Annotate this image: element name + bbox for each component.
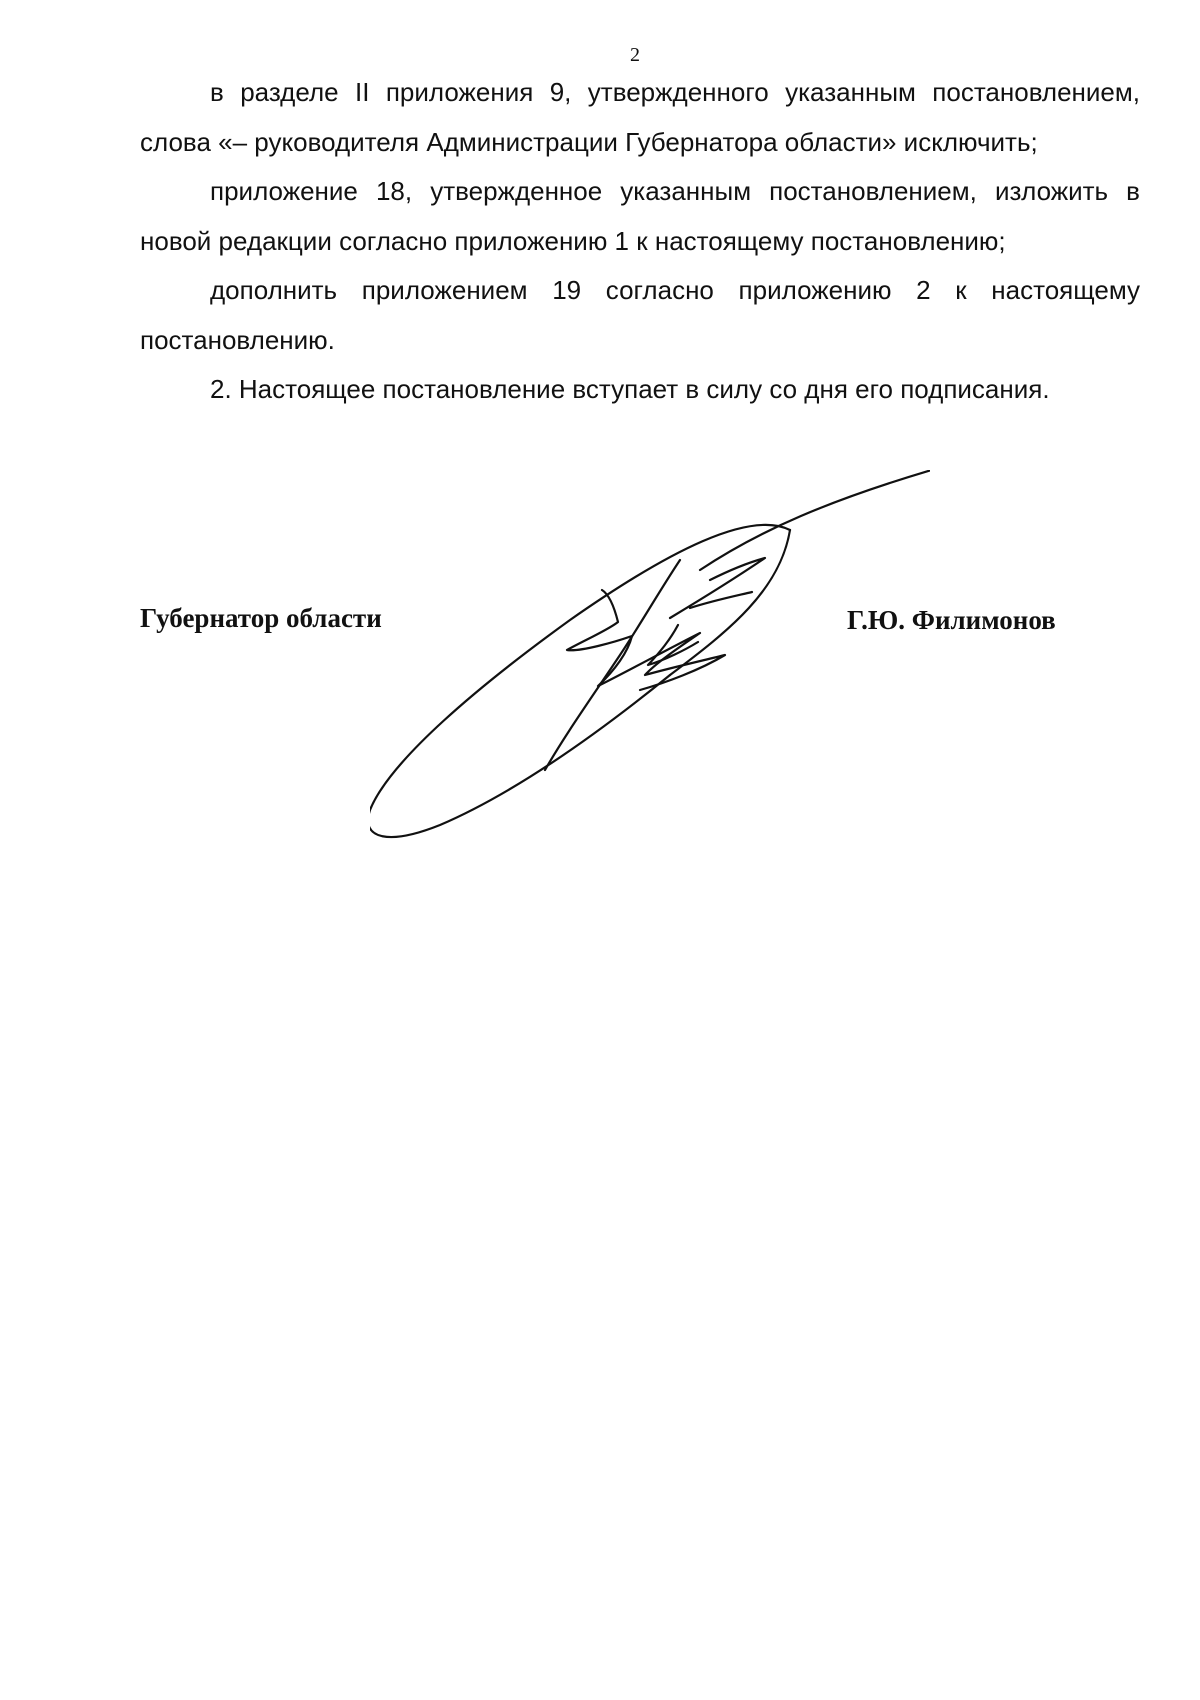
signature-tail-stroke xyxy=(670,470,930,675)
signatory-title: Губернатор области xyxy=(140,603,382,633)
paragraph-appendix-18: приложение 18, утвержденное указанным постановлением, изложить в новой редакции согласно приложению 1 к настоящему постановлению; xyxy=(140,176,1140,256)
handwritten-signature xyxy=(370,470,930,860)
signatory-name: Г.Ю. Филимонов xyxy=(847,605,1056,635)
paragraph-section-ii: в разделе II приложения 9, утвержденного указанным постановлением, слова «– руководителя Администрации Губернатора области» исключить; xyxy=(140,77,1140,157)
document-body xyxy=(140,68,1140,415)
page-number: 2 xyxy=(630,44,640,66)
paragraph-appendix-19: дополнить приложением 19 согласно приложению 2 к настоящему постановлению. xyxy=(140,275,1140,355)
paragraph-effective-date: 2. Настоящее постановление вступает в силу со дня его подписания. xyxy=(210,374,1050,404)
signature-block xyxy=(140,603,1140,643)
